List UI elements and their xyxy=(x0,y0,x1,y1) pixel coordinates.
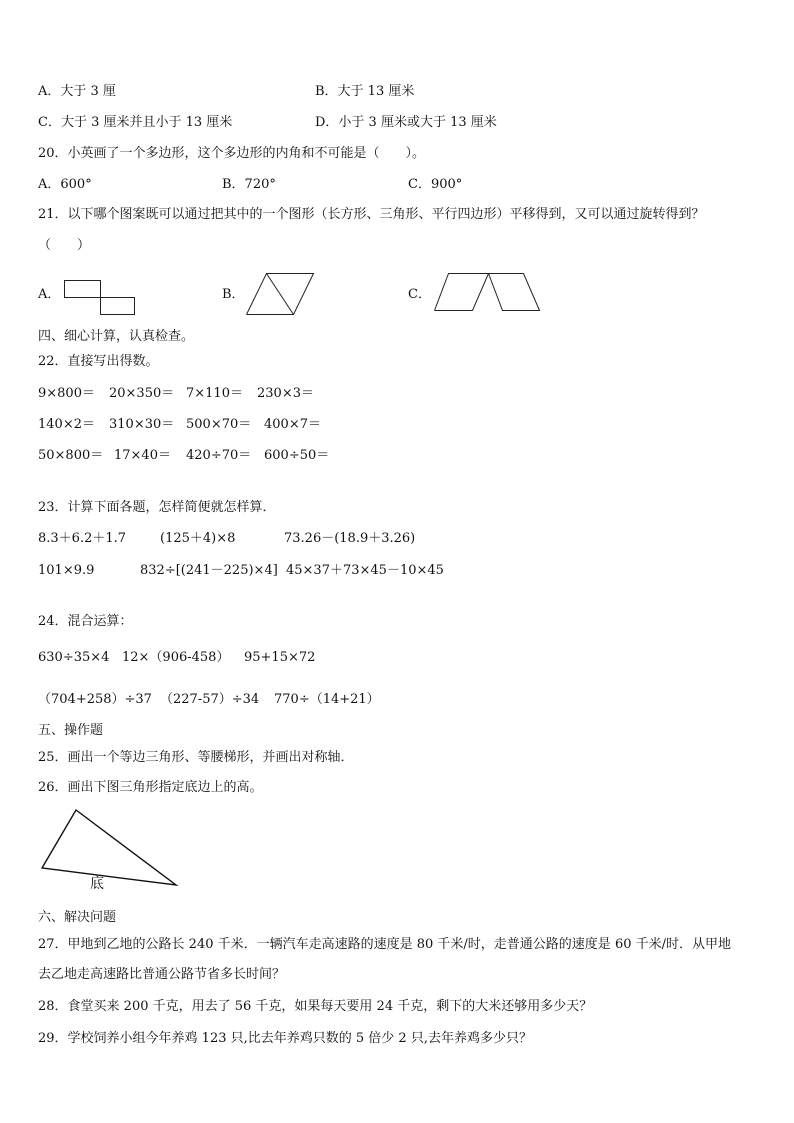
q21-figure-c-parallelograms xyxy=(434,273,540,311)
section-6-heading: 六、解决问题 xyxy=(38,910,117,925)
q19-option-b: B．大于 13 厘米 xyxy=(315,84,415,99)
q20-option-b: B．720° xyxy=(222,177,276,192)
q26-base-label: 底 xyxy=(90,876,104,892)
q21-stem: 21．以下哪个图案既可以通过把其中的一个图形（长方形、三角形、平行四边形）平移得到，又可以通过旋转得到？ xyxy=(38,207,705,222)
q22-item: 400×7＝ xyxy=(264,417,321,432)
q23-stem: 23．计算下面各题，怎样简便就怎样算． xyxy=(38,500,276,515)
q29-stem: 29．学校饲养小组今年养鸡 123 只,比去年养鸡只数的 5 倍少 2 只,去年养鸡多少只？ xyxy=(38,1031,532,1046)
q22-item: 230×3＝ xyxy=(257,386,314,401)
q21-option-c: C． xyxy=(408,287,431,302)
q20-stem: 20．小英画了一个多边形，这个多边形的内角和不可能是（ ）。 xyxy=(38,146,426,161)
q24-item: （227-57）÷34 xyxy=(160,692,260,707)
q24-item: 12×（906-458） xyxy=(122,650,230,665)
q26-stem: 26．画出下图三角形指定底边上的高。 xyxy=(38,780,263,795)
q21-figure-a-rectangles xyxy=(64,280,136,316)
q26-triangle-figure xyxy=(40,808,180,894)
q20-option-c: C．900° xyxy=(408,177,463,192)
q24-item: 630÷35×4 xyxy=(38,650,110,665)
section-5-heading: 五、操作题 xyxy=(38,723,104,738)
q22-item: 600÷50＝ xyxy=(264,448,330,463)
q25-stem: 25．画出一个等边三角形、等腰梯形，并画出对称轴． xyxy=(38,750,354,765)
q22-stem: 22．直接写出得数。 xyxy=(38,354,159,369)
q22-item: 500×70＝ xyxy=(186,417,252,432)
q22-item: 7×110＝ xyxy=(186,386,243,401)
q24-stem: 24．混合运算： xyxy=(38,614,133,629)
q24-item: 95+15×72 xyxy=(244,650,316,665)
q27-line-2: 去乙地走高速路比普通公路节省多长时间？ xyxy=(38,967,286,982)
q22-item: 140×2＝ xyxy=(38,417,95,432)
q22-item: 9×800＝ xyxy=(38,386,95,401)
q19-option-d: D．小于 3 厘米或大于 13 厘米 xyxy=(315,115,497,130)
q23-item: 8.3＋6.2＋1.7 xyxy=(38,531,127,546)
q27-line-1: 27．甲地到乙地的公路长 240 千米．一辆汽车走高速路的速度是 80 千米/时，走普通公路的速度是 60 千米/时．从甲地 xyxy=(38,937,731,952)
section-4-heading: 四、细心计算，认真检查。 xyxy=(38,329,195,344)
q22-item: 17×40＝ xyxy=(114,448,171,463)
q23-item: 832÷[(241－225)×4] xyxy=(140,563,278,578)
q22-item: 420÷70＝ xyxy=(186,448,252,463)
q23-item: 73.26－(18.9＋3.26) xyxy=(284,531,416,546)
q21-option-a: A． xyxy=(38,287,61,302)
q20-option-a: A．600° xyxy=(38,177,92,192)
q22-item: 310×30＝ xyxy=(109,417,175,432)
q21-answer-paren: （ ） xyxy=(38,238,91,253)
q21-option-b: B． xyxy=(222,287,245,302)
q19-option-c: C．大于 3 厘米并且小于 13 厘米 xyxy=(38,115,233,130)
q23-item: 101×9.9 xyxy=(38,563,95,578)
q28-stem: 28．食堂买来 200 千克，用去了 56 千克，如果每天要用 24 千克，剩下的大米还够用多少天？ xyxy=(38,999,593,1014)
q24-item: （704+258）÷37 xyxy=(38,692,152,707)
q23-item: 45×37＋73×45－10×45 xyxy=(286,563,444,578)
q22-item: 50×800＝ xyxy=(38,448,104,463)
q19-option-a: A．大于 3 厘 xyxy=(38,84,116,99)
q23-item: (125＋4)×8 xyxy=(160,531,236,546)
q24-item: 770÷（14+21） xyxy=(274,692,380,707)
q22-item: 20×350＝ xyxy=(109,386,175,401)
q21-figure-b-triangles xyxy=(246,273,314,315)
